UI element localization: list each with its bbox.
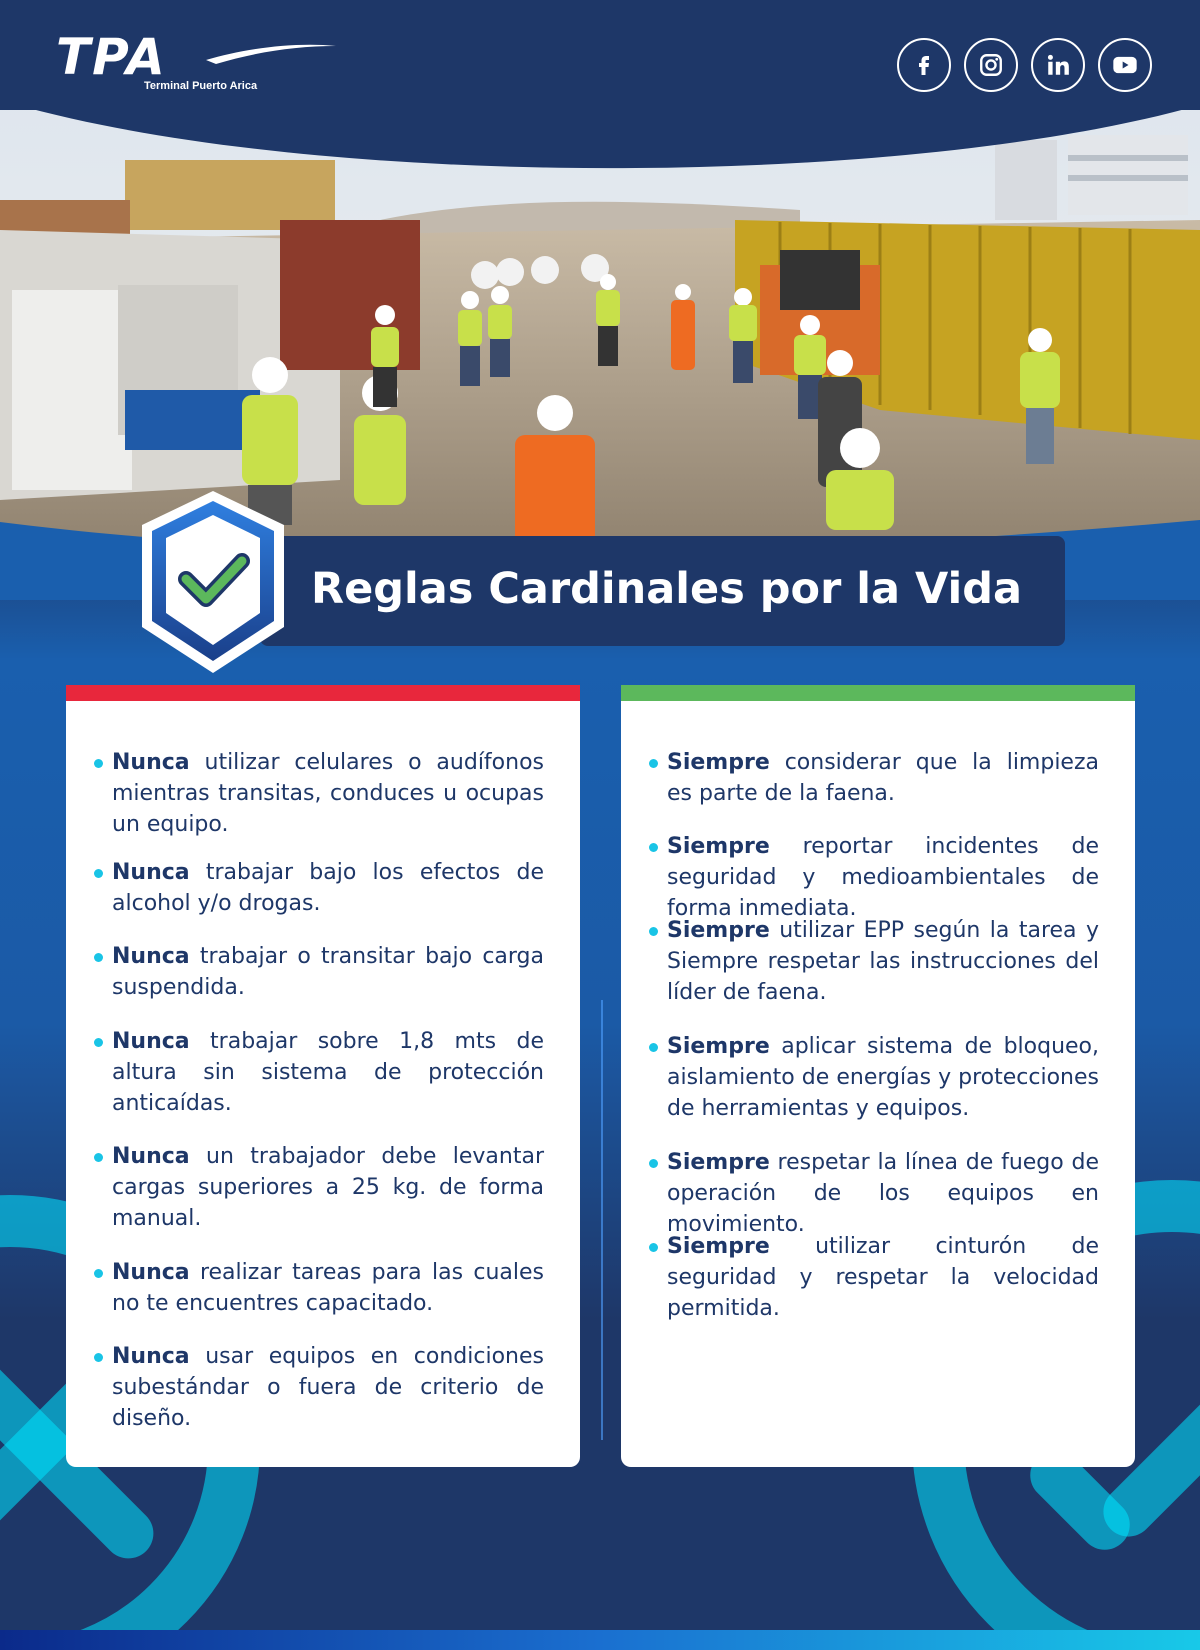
linkedin-icon[interactable] <box>1031 38 1085 92</box>
logo-text: TPA <box>56 28 167 86</box>
bullet-icon <box>649 843 658 852</box>
nunca-rule: Nunca trabajar o transitar bajo carga suspendida. <box>112 941 544 1003</box>
bullet-icon <box>94 759 103 768</box>
siempre-rule: Siempre respetar la línea de fuego de operación de los equipos en movimiento. <box>667 1147 1099 1240</box>
siempre-rule: Siempre considerar que la limpieza es parte de la faena. <box>667 747 1099 809</box>
siempre-rule: Siempre utilizar cinturón de seguridad y respetar la velocidad permitida. <box>667 1231 1099 1324</box>
siempre-rule: Siempre utilizar EPP según la tarea y Siempre respetar las instrucciones del líder de faena. <box>667 915 1099 1008</box>
bullet-icon <box>94 953 103 962</box>
nunca-rules-card <box>66 685 580 1467</box>
siempre-rule: Siempre reportar incidentes de seguridad y medioambientales de forma inmediata. <box>667 831 1099 924</box>
youtube-icon[interactable] <box>1098 38 1152 92</box>
bullet-icon <box>649 1159 658 1168</box>
column-divider <box>601 1000 603 1440</box>
bullet-icon <box>94 1269 103 1278</box>
shield-check-icon <box>138 487 288 677</box>
bottom-gradient-bar <box>0 1630 1200 1650</box>
bullet-icon <box>94 1038 103 1047</box>
bullet-icon <box>94 1353 103 1362</box>
bullet-icon <box>94 1153 103 1162</box>
tpa-logo[interactable] <box>56 28 286 94</box>
nunca-rule: Nunca usar equipos en condiciones subestándar o fuera de criterio de diseño. <box>112 1341 544 1434</box>
bullet-icon <box>649 1243 658 1252</box>
nunca-rule: Nunca un trabajador debe levantar cargas superiores a 25 kg. de forma manual. <box>112 1141 544 1234</box>
logo-subtitle: Terminal Puerto Arica <box>144 80 258 92</box>
bullet-icon <box>649 759 658 768</box>
logo-swoosh-icon <box>206 40 336 64</box>
instagram-icon[interactable] <box>964 38 1018 92</box>
facebook-icon[interactable] <box>897 38 951 92</box>
header <box>0 0 1200 110</box>
nunca-rule: Nunca trabajar sobre 1,8 mts de altura sin sistema de protección anticaídas. <box>112 1026 544 1119</box>
bullet-icon <box>94 869 103 878</box>
bullet-icon <box>649 927 658 936</box>
nunca-rule: Nunca trabajar bajo los efectos de alcohol y/o drogas. <box>112 857 544 919</box>
page-title: Reglas Cardinales por la Vida <box>311 564 1023 614</box>
bullet-icon <box>649 1043 658 1052</box>
nunca-rule: Nunca utilizar celulares o audífonos mientras transitas, conduces u ocupas un equipo. <box>112 747 544 840</box>
nunca-rule: Nunca realizar tareas para las cuales no te encuentres capacitado. <box>112 1257 544 1319</box>
siempre-rules-card <box>621 685 1135 1467</box>
siempre-rule: Siempre aplicar sistema de bloqueo, aislamiento de energías y protecciones de herramientas y equipos. <box>667 1031 1099 1124</box>
